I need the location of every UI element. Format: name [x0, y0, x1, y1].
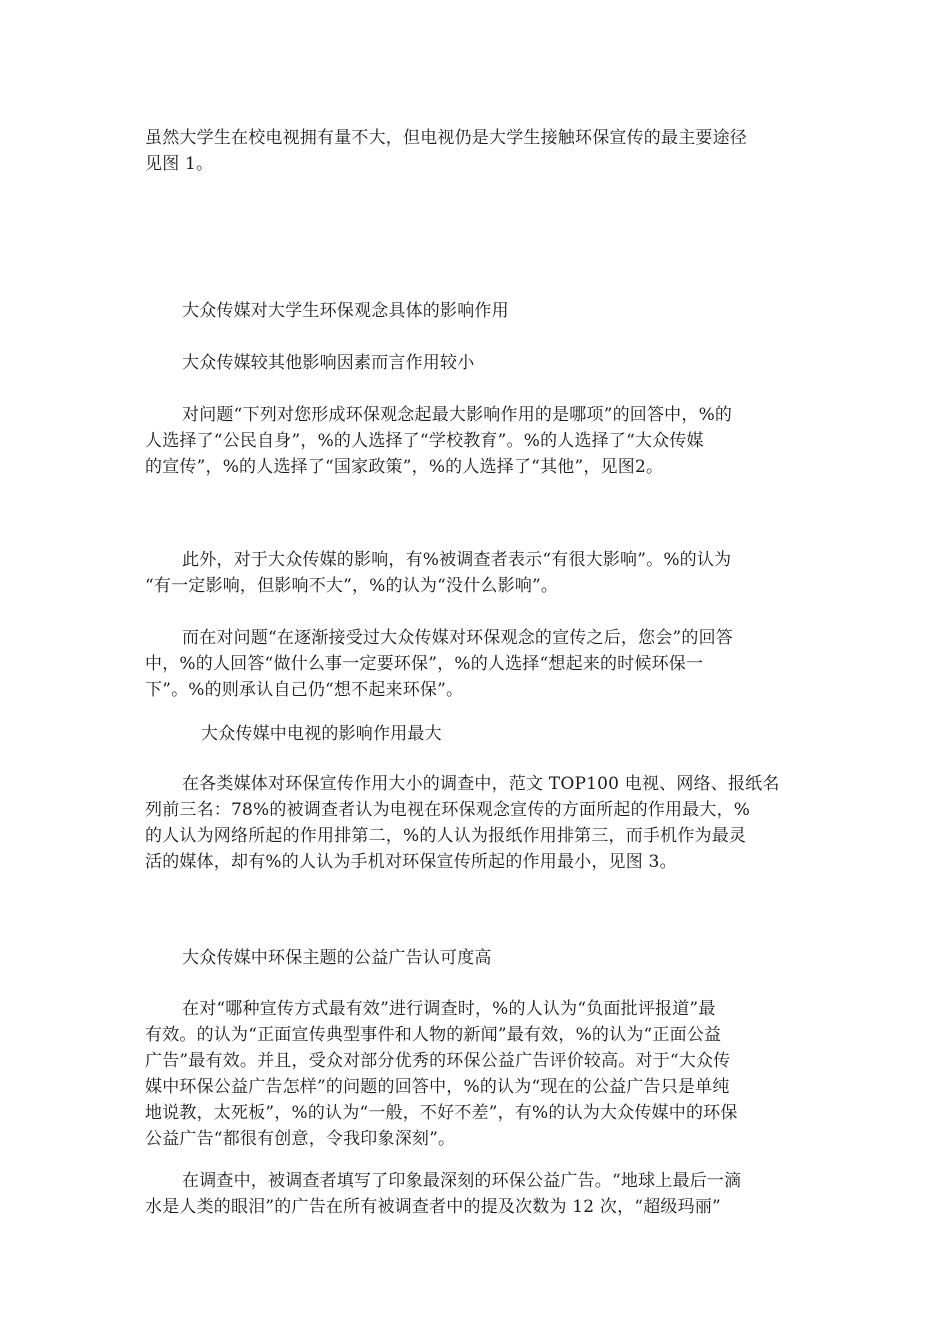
paragraph-line: 而在对问题“在逐渐接受过大众传媒对环保观念的宣传之后，您会”的回答	[182, 628, 733, 648]
paragraph-line: 活的媒体，却有%的人认为手机对环保宣传所起的作用最小，见图 3。	[145, 852, 677, 872]
paragraph-line: 的宣传”，%的人选择了“国家政策”，%的人选择了“其他”，见图2。	[145, 457, 664, 477]
paragraph-line: “有一定影响，但影响不大”，%的认为“没什么影响”。	[145, 576, 559, 596]
subsection-heading: 大众传媒较其他影响因素而言作用较小	[182, 353, 475, 373]
paragraph-line: 人选择了“公民自身”，%的人选择了“学校教育”。%的人选择了“大众传媒	[145, 431, 704, 451]
paragraph-line: 有效。的认为“正面宣传典型事件和人物的新闻”最有效，%的认为“正面公益	[145, 1025, 722, 1045]
paragraph-line: 见图 1。	[145, 154, 214, 174]
section-heading: 大众传媒对大学生环保观念具体的影响作用	[182, 301, 509, 321]
paragraph-line: 此外，对于大众传媒的影响，有%被调查者表示“有很大影响”。%的认为	[182, 550, 732, 570]
paragraph-line: 在对“哪种宣传方式最有效”进行调查时，%的人认为“负面批评报道”最	[182, 999, 716, 1019]
paragraph-line: 虽然大学生在校电视拥有量不大，但电视仍是大学生接触环保宣传的最主要途径	[145, 128, 747, 148]
subsection-heading: 大众传媒中电视的影响作用最大	[201, 724, 442, 744]
paragraph-line: 中，%的人回答“做什么事一定要环保”，%的人选择“想起来的时候环保一	[145, 654, 704, 674]
paragraph-line: 对问题“下列对您形成环保观念起最大影响作用的是哪项”的回答中，%的	[182, 405, 733, 425]
paragraph-line: 地说教，太死板”，%的认为“一般，不好不差”，有%的认为大众传媒中的环保	[145, 1103, 738, 1123]
paragraph-line: 的人认为网络所起的作用排第二，%的人认为报纸作用排第三，而手机作为最灵	[145, 826, 747, 846]
paragraph-line: 列前三名：78%的被调查者认为电视在环保观念宣传的方面所起的作用最大，%	[145, 800, 751, 820]
paragraph-line: 广告”最有效。并且，受众对部分优秀的环保公益广告评价较高。对于“大众传	[145, 1051, 731, 1071]
paragraph-line: 水是人类的眼泪”的广告在所有被调查者中的提及次数为 12 次，“超级玛丽”	[145, 1197, 721, 1217]
paragraph-line: 在调查中，被调查者填写了印象最深刻的环保公益广告。“地球上最后一滴	[182, 1171, 742, 1191]
paragraph-line: 下”。%的则承认自己仍“想不起来环保”。	[145, 680, 464, 700]
paragraph-line: 媒中环保公益广告怎样”的问题的回答中，%的认为“现在的公益广告只是单纯	[145, 1077, 730, 1097]
subsection-heading: 大众传媒中环保主题的公益广告认可度高	[182, 948, 492, 968]
paragraph-line: 公益广告“都很有创意，令我印象深刻”。	[145, 1129, 456, 1149]
paragraph-line: 在各类媒体对环保宣传作用大小的调查中，范文 TOP100 电视、网络、报纸名	[182, 774, 780, 794]
